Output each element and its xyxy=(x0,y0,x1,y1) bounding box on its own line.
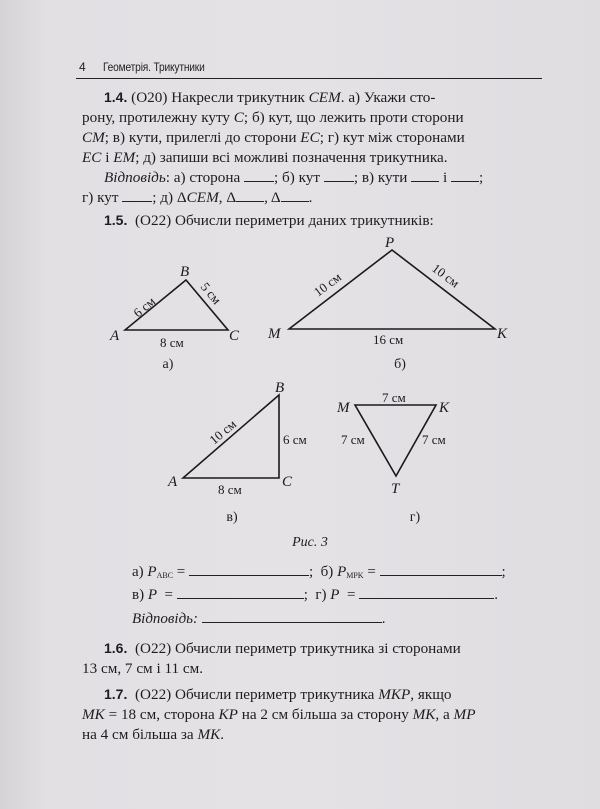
task-1-4-answer-1: Відповідь: а) сторона ; б) кут ; в) кути і ; xyxy=(104,169,484,186)
figure-label-g: г) xyxy=(409,510,421,525)
task-1-4-line-3: CM; в) кути, прилеглі до сторони EC; г) кут між сторонами xyxy=(82,129,465,146)
perimeter-answers-row-2: в) P = ; г) P = . xyxy=(132,587,498,603)
svg-text:C: C xyxy=(229,328,240,344)
page-number: 4 xyxy=(79,60,86,74)
answer-blank-b[interactable] xyxy=(380,563,502,576)
answer-blank-g[interactable] xyxy=(359,586,494,599)
task-1-4-line-1: 1.4. (О20) Накресли трикутник CEM. а) Укажи сто- xyxy=(104,89,436,106)
svg-text:T: T xyxy=(391,481,400,497)
triangle-v xyxy=(183,395,279,478)
task-1-6: 1.6. (О22) Обчисли периметр трикутника зі сторонами 13 см, 7 см і 11 см. xyxy=(82,640,461,677)
task-1-4-line-2: рону, протилежну куту C; б) кут, що лежить проти сторони xyxy=(82,109,464,126)
svg-text:7 см: 7 см xyxy=(341,432,365,447)
svg-text:C: C xyxy=(282,474,293,490)
svg-text:A: A xyxy=(110,328,120,344)
svg-text:10 см: 10 см xyxy=(429,260,463,291)
svg-text:M: M xyxy=(268,326,281,342)
svg-text:P: P xyxy=(385,235,395,251)
figure-caption: Рис. 3 xyxy=(292,535,328,550)
task-1-7: 1.7. (О22) Обчисли периметр трикутника MKP, якщо MK = 18 см, сторона KP на 2 см більша за сторону MK, а MP на 4 см більша за MK. xyxy=(82,686,476,743)
task-1-4-line-4: EC і EM; д) запиши всі можливі позначення трикутника. xyxy=(82,149,448,166)
figure-label-a: а) xyxy=(162,357,174,372)
svg-text:7 см: 7 см xyxy=(422,432,446,447)
answer-blank-final[interactable] xyxy=(202,610,382,623)
svg-text:7 см: 7 см xyxy=(382,390,406,405)
svg-text:K: K xyxy=(439,400,450,416)
answer-blank-a[interactable] xyxy=(189,563,309,576)
svg-text:8 см: 8 см xyxy=(160,335,184,350)
svg-text:B: B xyxy=(180,264,190,280)
task-1-4-answer-2: г) кут ; д) ΔCEM, Δ , Δ . xyxy=(82,189,313,206)
svg-text:A: A xyxy=(168,474,178,490)
svg-text:M: M xyxy=(337,400,350,416)
svg-text:16 см: 16 см xyxy=(373,332,404,347)
svg-text:6 см: 6 см xyxy=(283,432,307,447)
figure-label-b: б) xyxy=(394,357,406,372)
chapter-title: Геометрія. Трикутники xyxy=(103,60,205,74)
task-1-5: 1.5. (О22) Обчисли периметри даних трикутників: xyxy=(104,212,434,229)
perimeter-final-answer: Відповідь: . xyxy=(132,611,386,627)
svg-text:10 см: 10 см xyxy=(310,269,344,300)
svg-text:10 см: 10 см xyxy=(206,416,240,448)
figure-label-v: в) xyxy=(226,510,238,525)
svg-text:B: B xyxy=(275,380,285,396)
perimeter-answers-row-1: а) $P_{ABC}$ = ; б) $P_{MPK}$ = ; xyxy=(132,564,506,580)
svg-text:5 см: 5 см xyxy=(197,279,225,308)
svg-text:6 см: 6 см xyxy=(130,293,159,321)
svg-text:K: K xyxy=(497,326,508,342)
svg-text:8 см: 8 см xyxy=(218,482,242,497)
answer-blank-v[interactable] xyxy=(177,586,304,599)
